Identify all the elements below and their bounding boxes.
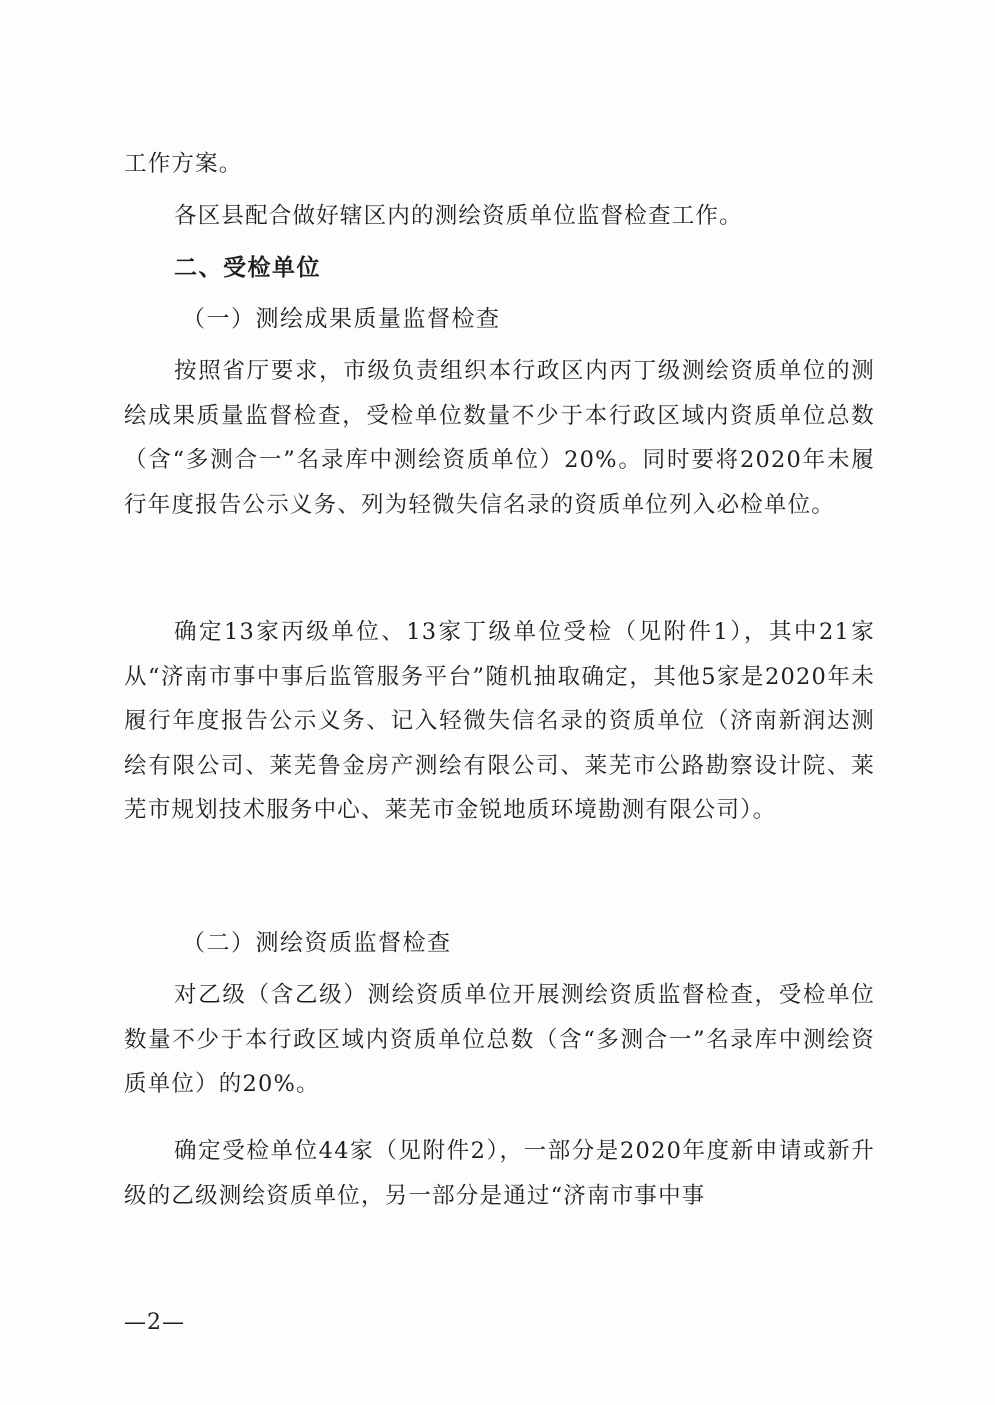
subheading-qualification-inspection: （二）测绘资质监督检查 (182, 930, 452, 956)
paragraph-district-cooperation: 各区县配合做好辖区内的测绘资质单位监督检查工作。 (174, 203, 743, 229)
paragraph-qualification-inspection-requirement: 对乙级（含乙级）测绘资质单位开展测绘资质监督检查，受检单位数量不少于本行政区域内资质单位总数（含“多测合一”名录库中测绘资质单位）的20%。 (124, 982, 875, 1097)
paragraph-quality-inspection-requirement: 按照省厅要求，市级负责组织本行政区内丙丁级测绘资质单位的测绘成果质量监督检查，受检单位数量不少于本行政区域内资质单位总数（含“多测合一”名录库中测绘资质单位）20%。同时要将2020年未履行年度报告公示义务、列为轻微失信名录的资质单位列入必检单位。 (124, 358, 875, 518)
paragraph-continuation: 工作方案。 (124, 151, 243, 177)
page-number: —2— (124, 1310, 185, 1335)
subheading-quality-inspection: （一）测绘成果质量监督检查 (182, 306, 501, 332)
paragraph-qualification-inspection-selection: 确定受检单位44家（见附件2），一部分是2020年度新申请或新升级的乙级测绘资质单位，另一部分是通过“济南市事中事 (124, 1138, 875, 1209)
section-heading-inspected-units: 二、受检单位 (174, 255, 321, 281)
paragraph-quality-inspection-selection: 确定13家丙级单位、13家丁级单位受检（见附件1），其中21家从“济南市事中事后监管服务平台”随机抽取确定，其他5家是2020年未履行年度报告公示义务、记入轻微失信名录的资质单位（济南新润达测绘有限公司、莱芜鲁金房产测绘有限公司、莱芜市公路勘察设计院、莱芜市规划技术服务中心、莱芜市金锐地质环境勘测有限公司）。 (124, 619, 875, 823)
